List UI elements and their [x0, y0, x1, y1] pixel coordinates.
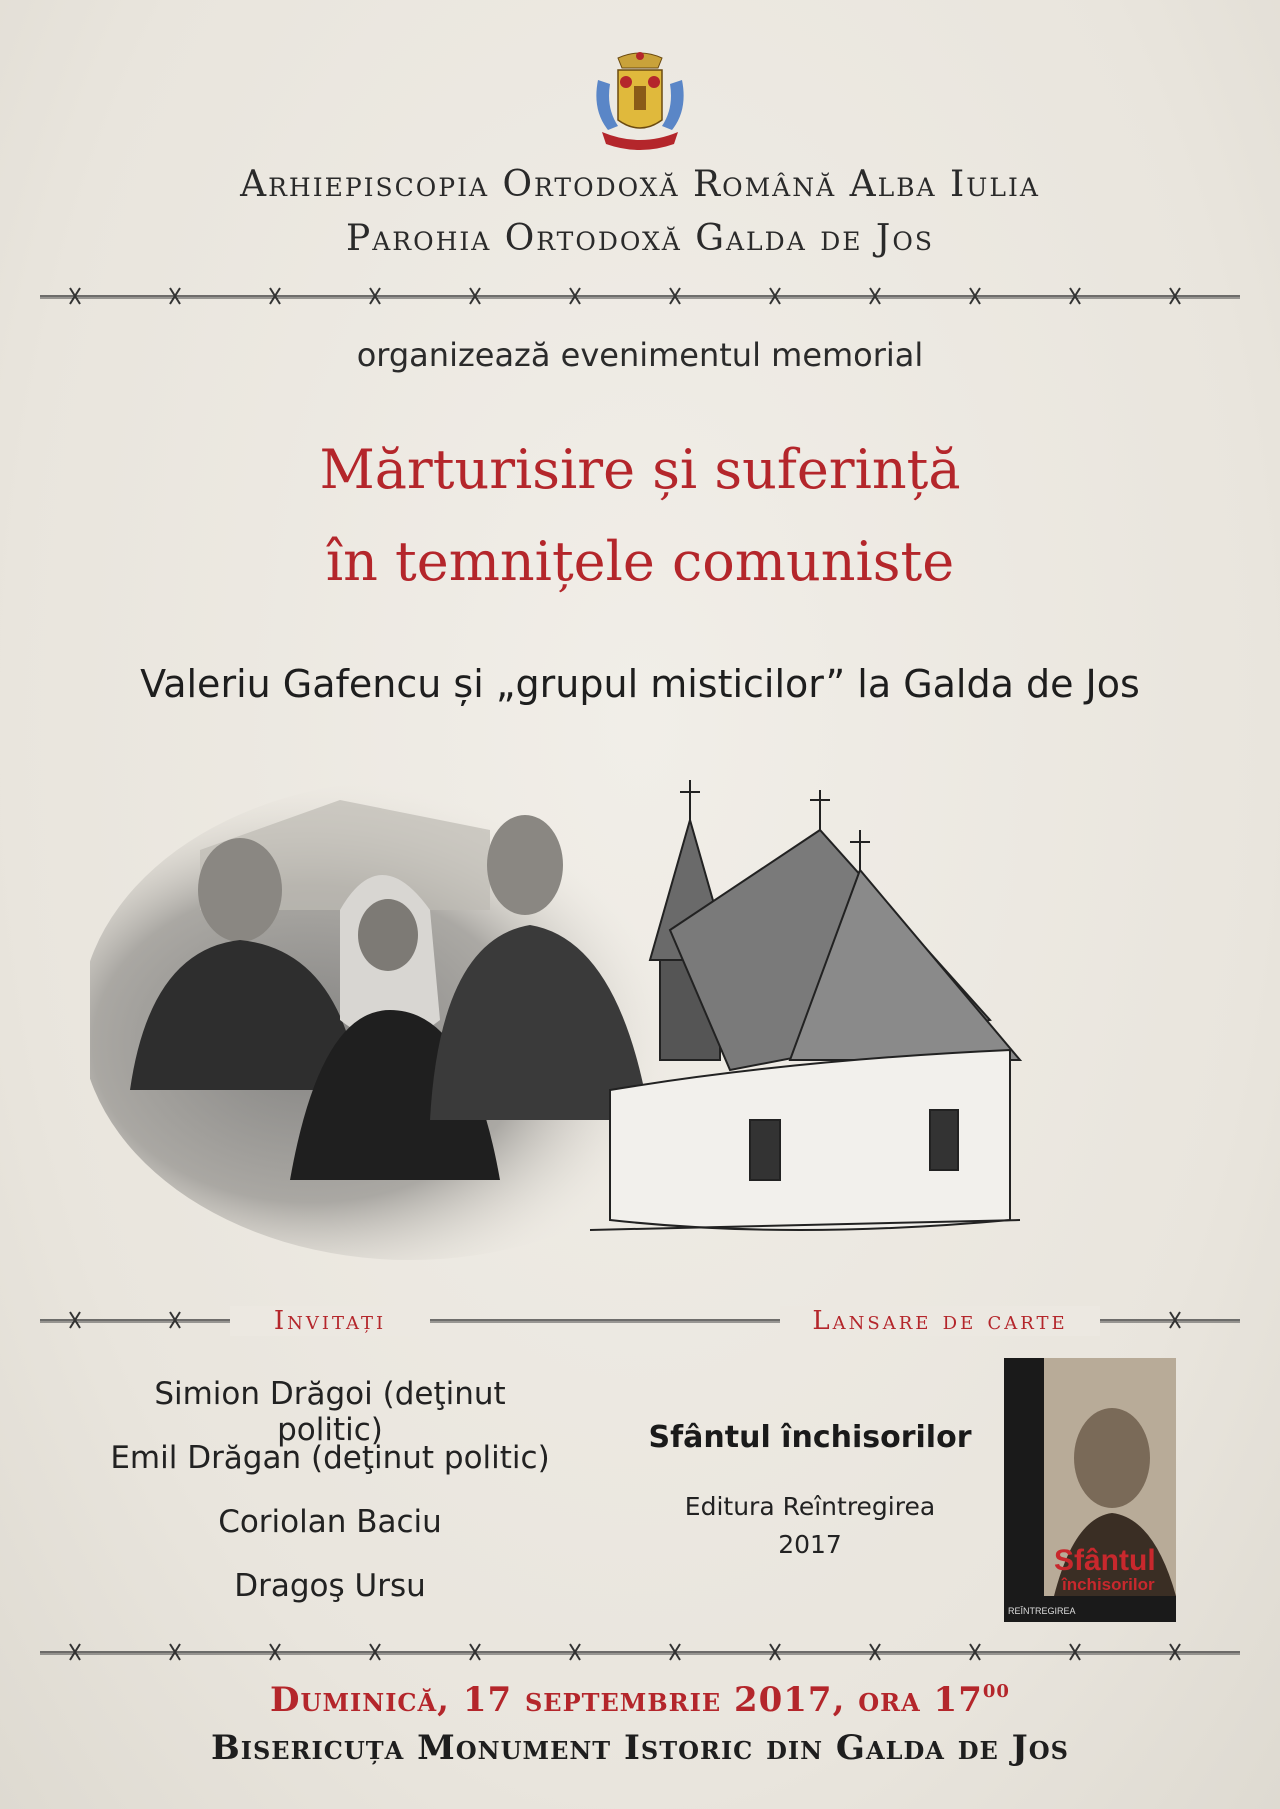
cover-publisher: REÎNTREGIREA	[1008, 1606, 1076, 1616]
barbed-wire-divider	[40, 1640, 1240, 1664]
event-subtitle: Valeriu Gafencu și „grupul misticilor” la Galda de Jos	[140, 662, 1140, 706]
book-title: Sfântul închisorilor	[648, 1420, 972, 1455]
barbed-wire-divider	[40, 284, 1240, 308]
event-date: Duminică, 17 septembrie 2017, ora 17	[270, 1680, 983, 1720]
event-title-line-1: Mărturisire și suferință	[319, 438, 961, 501]
event-title-line-2: în temnițele comuniste	[325, 530, 955, 593]
guest-name: Emil Drăgan (deţinut politic)	[110, 1440, 550, 1476]
guest-name: Dragoş Ursu	[234, 1568, 426, 1604]
cover-title-2: închisorilor	[1062, 1575, 1155, 1594]
guest-name: Coriolan Baciu	[218, 1504, 442, 1540]
book-cover	[1004, 1358, 1176, 1622]
parish-name: Parohia Ortodoxă Galda de Jos	[346, 218, 934, 259]
event-location: Bisericuța Monument Istoric din Galda de Jos	[210, 1728, 1069, 1768]
historic-photo-and-church-illustration	[90, 760, 1200, 1280]
cover-title-1: Sfântul	[1054, 1544, 1156, 1577]
archdiocese-name: Arhiepiscopia Ortodoxă Română Alba Iulia	[240, 164, 1040, 205]
guest-name: Simion Drăgoi (deţinut politic)	[154, 1376, 506, 1448]
event-time-minutes: 00	[982, 1681, 1010, 1702]
guests-heading: Invitați	[230, 1306, 430, 1336]
event-date-time	[0, 1680, 1280, 1720]
book-publisher: Editura Reîntregirea	[684, 1492, 936, 1521]
archdiocese-crest-icon	[588, 50, 692, 154]
book-year: 2017	[778, 1530, 842, 1559]
book-launch-heading: Lansare de carte	[780, 1306, 1100, 1336]
intro-text: organizează evenimentul memorial	[356, 336, 924, 374]
